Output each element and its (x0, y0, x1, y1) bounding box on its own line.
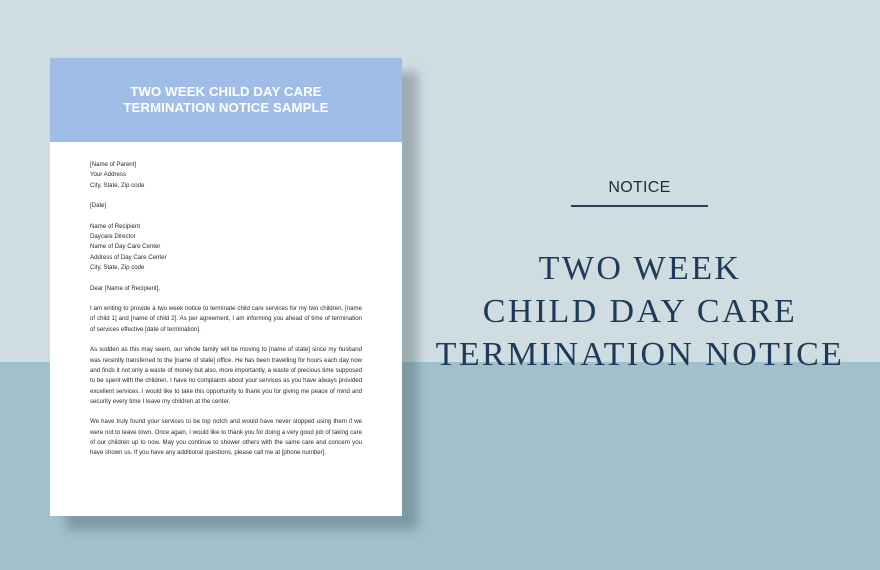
side-title (420, 247, 860, 376)
document-page (50, 58, 402, 516)
recipient-address-block (90, 222, 362, 273)
sender-line: Your Address (90, 171, 127, 179)
body-paragraph-2: As sudden as this may seem, our whole family will be moving to [name of state] since my husband was recently transferred to the [name of state] office. He has been travelling for hours each day now and finds it not only a waste of money but also, more importantly, a waste of precious time supposed to be spent with the children. I have no complaints about your services as you have always provided excellent services. I would like to take this opportunity to thank you for giving me peace of mind and security every time I leave my children at the center. (90, 346, 362, 405)
salutation-line: Dear [Name of Recipient], (90, 284, 161, 292)
notice-divider (571, 205, 708, 207)
side-title-line-2: CHILD DAY CARE (482, 293, 798, 330)
recipient-line: Name of Recipient (90, 222, 141, 230)
recipient-line: Daycare Director (90, 233, 136, 241)
salutation (90, 284, 362, 294)
date-line: [Date] (90, 202, 107, 210)
sender-line: [Name of Parent] (90, 161, 137, 168)
body-paragraph-1: I am writing to provide a two week notice to terminate child care services for my two children, [name of child 1] and [name of child 2]. As per agreement, I am informing you ahead of time of termination of services effective [date of termination]. (90, 305, 362, 333)
sender-address-block (90, 160, 362, 191)
notice-label: NOTICE (608, 179, 671, 196)
recipient-line: Address of Day Care Center (90, 253, 167, 261)
side-title-line-1: TWO WEEK (538, 250, 742, 287)
recipient-line: City, State, Zip code (90, 263, 145, 271)
side-title-line-3: TERMINATION NOTICE (435, 336, 845, 373)
sender-line: City, State, Zip code (90, 181, 145, 189)
document-title-line-2: TERMINATION NOTICE SAMPLE (123, 100, 329, 115)
date-block (90, 201, 362, 211)
document-header-band (50, 58, 402, 142)
recipient-line: Name of Day Care Center (90, 243, 161, 251)
body-paragraph-3: We have truly found your services to be top notch and would have never stopped using them if we were not to leave town. Once again, I would like to thank you for doing a very good job of taking care of our children up to now. May you continue to shower others with the same care and concern you have shown us. If you have any additional questions, please call me at [phone number]. (90, 418, 362, 457)
document-title-line-1: TWO WEEK CHILD DAY CARE (130, 84, 322, 99)
document-body (50, 142, 402, 459)
